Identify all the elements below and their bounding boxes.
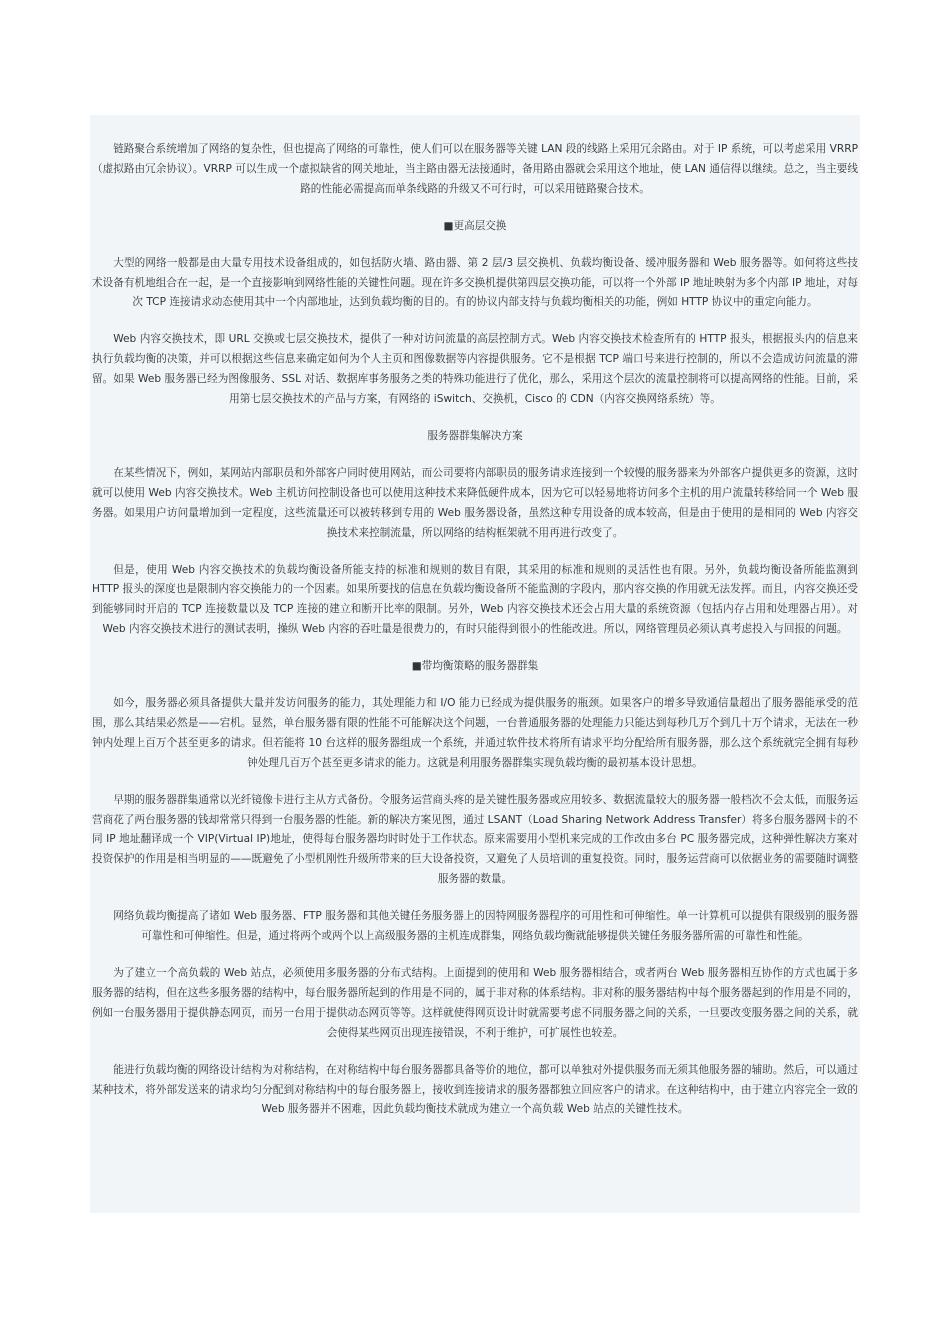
paragraph-symmetric-structure: 能进行负载均衡的网络设计结构为对称结构，在对称结构中每台服务器都具备等价的地位，都可以单独对外提供服务而无须其他服务器的辅助。然后，可以通过某种技术，将外部发送来的请求均匀分配到对称结构中的每台服务器上，接收到连接请求的服务器都独立回应客户的请求。在这种结构中，由于建立内容完全一致的 Web 服务器并不困难，因此负载均衡技术就成为建立一个高负载 Web 站点的关键性技术。 (92, 1063, 858, 1116)
paragraph-link-aggregation: 链路聚合系统增加了网络的复杂性，但也提高了网络的可靠性，使人们可以在服务器等关键 LAN 段的线路上采用冗余路由。对于 IP 系统，可以考虑采用 VRRP（虚拟路由冗余协议）。VRRP 可以生成一个虚拟缺省的网关地址，当主路由器无法接通时，备用路由器就会采用这个地址，使 LAN 通信得以继续。总之，当主要线路的性能必需提高而单条线路的升级又不可行时，可以采用链路聚合技术。 (92, 143, 858, 195)
document-panel (90, 115, 860, 1213)
section-heading-balanced-server-cluster: ■带均衡策略的服务器群集 (411, 660, 539, 673)
paragraph-internal-external-users: 在某些情况下，例如，某网站内部职员和外部客户同时使用网站，而公司要将内部职员的服务请求连接到一个较慢的服务器来为外部客户提供更多的资源，这时就可以使用 Web 内容交换技术。Web 主机访问控制设备也可以使用这种技术来降低硬件成本，因为它可以轻易地将访问多个主机的用户流量转移给同一个 Web 服务器。如果用户访问量增加到一定程度，这些流量还可以被转移到专用的 Web 服务器设备，虽然这种专用设备的成本较高，但是由于使用的是相同的 Web 内容交换技术来控制流量，所以网络的结构框架就不用再进行改变了。 (92, 466, 858, 539)
section-heading-higher-layer-switching: ■更高层交换 (443, 219, 507, 232)
section-heading-server-cluster-solution: 服务器群集解决方案 (427, 429, 523, 442)
paragraph-network-devices: 大型的网络一般都是由大量专用技术设备组成的，如包括防火墙、路由器、第 2 层/3 层交换机、负载均衡设备、缓冲服务器和 Web 服务器等。如何将这些技术设备有机地组合在一起，是一个直接影响到网络性能的关键性问题。现在许多交换机提供第四层交换功能，可以将一个外部 IP 地址映射为多个内部 IP 地址，对每次 TCP 连接请求动态使用其中一个内部地址，达到负载均衡的目的。有的协议内部支持与负载均衡相关的功能，例如 HTTP 协议中的重定向能力。 (92, 256, 858, 309)
paragraph-network-load-balancing: 网络负载均衡提高了诸如 Web 服务器、FTP 服务器和其他关键任务服务器上的因特网服务器程序的可用性和可伸缩性。单一计算机可以提供有限级别的服务器可靠性和可伸缩性。但是，通过将两个或两个以上高级服务器的主机连成群集，网络负载均衡就能够提供关键任务服务器所需的可靠性和性能。 (113, 910, 858, 943)
paragraph-content-switching-limits: 但是，使用 Web 内容交换技术的负载均衡设备所能支持的标准和规则的数目有限，其采用的标准和规则的灵活性也有限。另外，负载均衡设备所能监测到 HTTP 报头的深度也是限制内容交换能力的一个因素。如果所要找的信息在负载均衡设备所不能监测的字段内，那内容交换的作用就无法发挥。而且，内容交换还受到能够同时开启的 TCP 连接数量以及 TCP 连接的建立和断开比率的限制。另外，Web 内容交换技术还会占用大量的系统资源（包括内存占用和处理器占用）。对 Web 内容交换技术进行的测试表明，操纵 Web 内容的吞吐量是很费力的，有时只能得到很小的性能改进。所以，网络管理员必须认真考虑投入与回报的问题。 (92, 563, 858, 636)
paragraph-server-capacity: 如今，服务器必须具备提供大量并发访问服务的能力，其处理能力和 I/O 能力已经成为提供服务的瓶颈。如果客户的增多导致通信量超出了服务器能承受的范围，那么其结果必然是——宕机。显然，单台服务器有限的性能不可能解决这个问题，一台普通服务器的处理能力只能达到每秒几万个到几十万个请求，无法在一秒钟内处理上百万个甚至更多的请求。但若能将 10 台这样的服务器组成一个系统，并通过软件技术将所有请求平均分配给所有服务器，那么这个系统就完全拥有每秒钟处理几百万个甚至更多请求的能力。这就是利用服务器群集实现负载均衡的最初基本设计思想。 (92, 697, 858, 769)
paragraph-distributed-structure: 为了建立一个高负载的 Web 站点，必须使用多服务器的分布式结构。上面提到的使用和 Web 服务器相结合，或者两台 Web 服务器相互协作的方式也属于多服务器的结构，但在这些多服务器的结构中，每台服务器所起到的作用是不同的，属于非对称的体系结构。非对称的服务器结构中每个服务器起到的作用是不同的，例如一台服务器用于提供静态网页，而另一台用于提供动态网页等等。这样就使得网页设计时就需要考虑不同服务器之间的关系，一旦要改变服务器之间的关系，就会使得某些网页出现连接错误，不利于维护，可扩展性也较差。 (92, 967, 858, 1039)
paragraph-early-clusters: 早期的服务器群集通常以光纤镜像卡进行主从方式备份。令服务运营商头疼的是关键性服务器或应用较多、数据流量较大的服务器一般档次不会太低，而服务运营商花了两台服务器的钱却常常只得到一台服务器的性能。新的解决方案见图，通过 LSANT（Load Sharing Network Address Transfer）将多台服务器网卡的不同 IP 地址翻译成一个 VIP(Virtual IP)地址，使得每台服务器均时时处于工作状态。原来需要用小型机来完成的工作改由多台 PC 服务器完成，这种弹性解决方案对投资保护的作用是相当明显的——既避免了小型机刚性升级所带来的巨大设备投资，又避免了人员培训的重复投资。同时，服务运营商可以依据业务的需要随时调整服务器的数量。 (92, 793, 858, 886)
paragraph-web-content-switching: Web 内容交换技术，即 URL 交换或七层交换技术，提供了一种对访问流量的高层控制方式。Web 内容交换技术检查所有的 HTTP 报头，根据报头内的信息来执行负载均衡的决策，并可以根据这些信息来确定如何为个人主页和图像数据等内容提供服务。它不是根据 TCP 端口号来进行控制的，所以不会造成访问流量的滞留。如果 Web 服务器已经为图像服务、SSL 对话、数据库事务服务之类的特殊功能进行了优化，那么，采用这个层次的流量控制将可以提高网络的性能。目前，采用第七层交换技术的产品与方案，有网络的 iSwitch、交换机，Cisco 的 CDN（内容交换网络系统）等。 (92, 333, 858, 406)
